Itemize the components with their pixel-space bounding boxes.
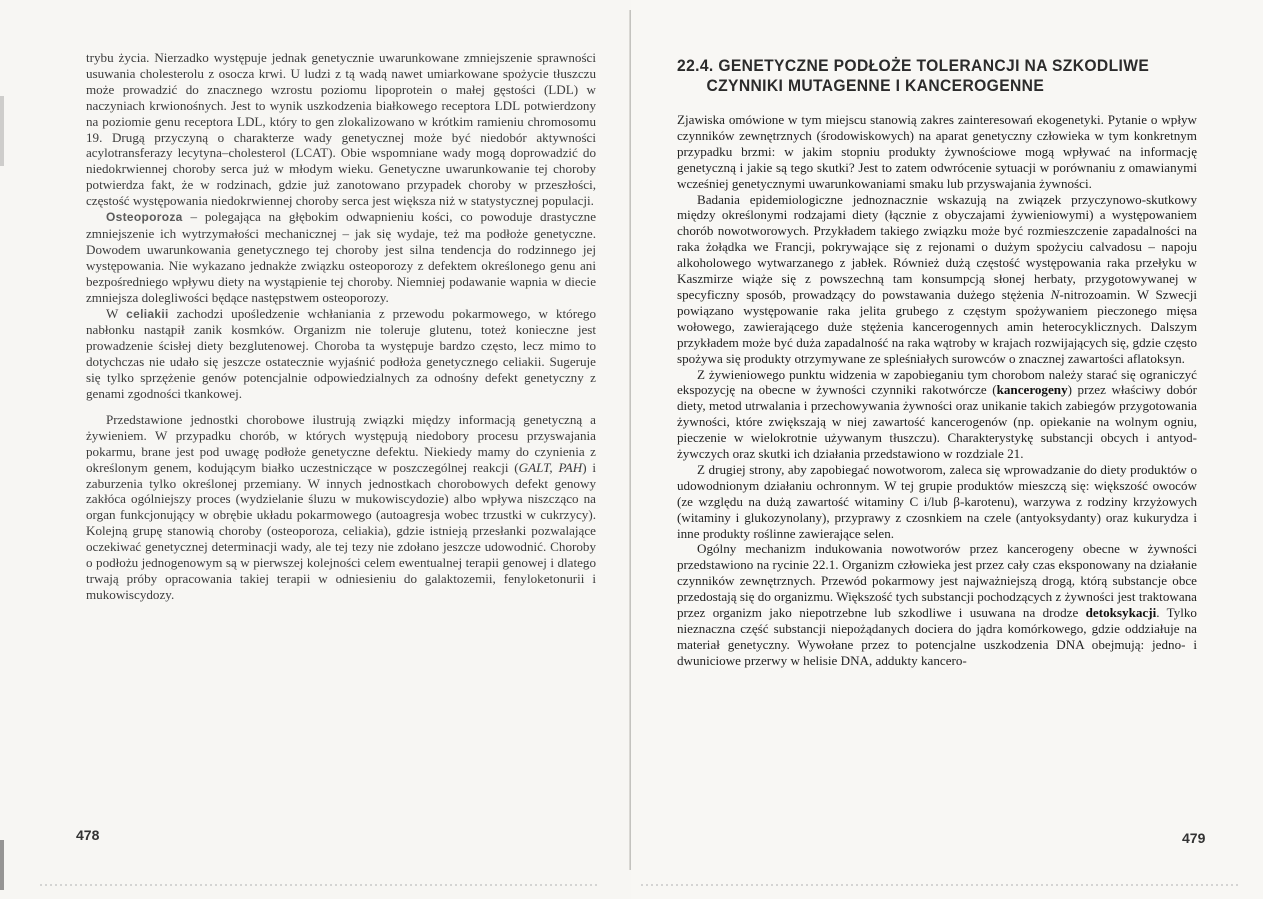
- paragraph-text: Badania epidemiologiczne jednoznacznie wskazują na związek przyczynowo-skutkowy między określonymi rodzajami diety (łącznie z obyczajami żywieniowymi) a występowaniem chorób nowotworowych. Przykładem takiego związku może być rozmieszczenie zapadalności na raka żołądka we Francji, pokrywające się z rejonami o dużym spożyciu calvadosu – napoju alkoholowego wytwarzanego z jabłek. Również dużą częstość występowania raka przełyku w Kaszmirze wiąże się z powszechną tam konsumpcją słonej herbaty, przygotowywanej w specyficzny sposób, prowadzący do powstawania dużego stężenia: [677, 191, 1197, 302]
- right-page: [631, 0, 1263, 899]
- left-text-column: [86, 50, 596, 603]
- paragraph-text: ) przez właściwy dobór diety, metod utrwalania i przechowywania żywności oraz unikanie takich zabiegów przygotowania żywności, które zwiększają w niej zawartość kancerogenów (np. opiekanie na wolnym ogniu, pieczenie w wielokrotnie używanym tłuszczu). Charakterystykę substancji obcych i antyodżywczych oraz skutki ich działania przedstawiono w rozdziale 21.: [677, 382, 1198, 462]
- paragraph-mechanism: [677, 541, 1197, 668]
- paragraph-text: Z żywieniowego punktu widzenia w zapobieganiu tym chorobom należy starać się ograniczyć ekspozycję na obecne w żywności czynniki rakotwórcze (: [677, 366, 1197, 398]
- left-page: [0, 0, 631, 899]
- paragraph-continuation: trybu życia. Nierzadko występuje jednak genetycznie uwarunkowane zmniejszenie sprawności usuwania cholesterolu z osocza krwi. U ludzi z tą wadą nawet umiarkowane spożycie tłuszczu może prowadzić do znacznego wzrostu poziomu lipoprotein o małej gęstości (LDL) w naczyniach krwionośnych. Jest to wynik uszkodzenia białkowego receptora LDL potwierdzony na poziomie genu receptora LDL, który to gen zlokalizowano w krótkim ramieniu chromosomu 19. Drugą przyczyną o charakterze wady genetycznej może być niedobór aktywności acylotransferazy lecytyna–cholesterol (LCAT). Obie wspomniane wady mogą doprowadzić do niedokrwiennej choroby serca już w młodym wieku. Genetyczne uwarunkowanie tej choroby potwierdza fakt, że w rodzinach, gdzie już zanotowano przypadek choroby w przeszłości, częstość występowania niedokrwiennej choroby serca jest większa niż w statystycznej populacji.: [86, 50, 596, 209]
- scan-edge-mark: [0, 96, 4, 166]
- scan-edge-mark: [0, 840, 4, 890]
- paragraph-text: – polegająca na głębokim odwapnieniu kości, co powoduje drastyczne zmniejszenie ich wytrzymałości mechanicznej – jak się wydaje, też ma podłoże genetyczne. Dowodem uwarunkowania genetycznego tej choroby jest silna tendencja do rodzinnego jej występowania. Nie wykazano jednakże związku osteoporozy z defektem określonego genu ani bezpośredniego wpływu diety na wystąpienie tej choroby. Niemniej podawanie wapnia w diecie zmniejsza dolegliwości będące następstwem osteoporozy.: [86, 209, 596, 305]
- paragraph-text: -nitrozoamin. W Szwecji powiązano występowanie raka jelita grubego z częstym spożywaniem pieczonego mięsa wołowego, zawierającego duże stężenia kancerogennych amin heterocyklicznych. Dalszym przykładem może być duża zapadalność na raka wątroby w krajach rozwijających się, gdzie często spożywa się produkty otrzymywane ze spleśniałych surowców o znacznej zawartości aflatoksyn.: [677, 286, 1197, 366]
- page-number-left: 478: [76, 827, 100, 843]
- term-kancerogeny: kancerogeny: [996, 382, 1068, 398]
- paragraph-summary: [86, 412, 596, 603]
- paragraph-text: Ogólny mechanizm indukowania nowotworów przez kancerogeny obecne w żywności przedstawiono na rycinie 22.1. Organizm człowieka jest przez cały czas eksponowany na działanie czynników zewnętrznych. Przewód pokarmowy jest najważniejszą drogą, którą substancje obce przedostają się do organizmu. Większość tych substancji pochodzących z żywności jest traktowana przez organizm jako niepotrzebne lub szkodliwe i usuwana na drodze: [677, 541, 1197, 621]
- paragraph-epidemiology: [677, 192, 1197, 367]
- italic-n: N: [1050, 286, 1060, 302]
- term-celiakia: celiakii: [126, 306, 169, 321]
- paragraph-text: Przedstawione jednostki chorobowe ilustrują związki między informacją genetyczną a żywieniem. W przypadku chorób, w których występują niedobory procesu przyswajania pokarmu, brane jest pod uwagę podłoże genetyczne defektu. Niekiedy mamy do czynienia z określonym genem, kodującym białko uczestniczące w poszczególnej reakcji (: [86, 411, 596, 475]
- paragraph-text: zachodzi upośledzenie wchłaniania z przewodu pokarmowego, w którego nabłonku nastąpił zanik kosmków. Organizm nie toleruje glutenu, toteż konieczne jest prowadzenie ścisłej diety bezglutenowej. Choroba ta występuje bardzo często, lecz mimo to dotychczas nie udało się jeszcze ostatecznie wyjaśnić podłoża genetycznego celiakii. Sugeruje się tylko sprzężenie genów potencjalnie odpowiedzialnych za odnośny defekt genetyczny z genami zgodności tkankowej.: [86, 305, 596, 402]
- section-heading-line-1: 22.4. GENETYCZNE PODŁOŻE TOLERANCJI NA SZKODLIWE: [677, 56, 1150, 75]
- paragraph-prefix: W: [106, 305, 127, 321]
- section-heading: [677, 56, 1174, 96]
- paragraph-protective-foods: Z drugiej strony, aby zapobiegać nowotworom, zaleca się wprowadzanie do diety produktów o udowodnionym działaniu ochronnym. W tej grupie produktów mieszczą się: większość owoców (ze względu na dużą zawartość witaminy C i/lub β-karotenu), warzywa z rodziny krzyżowych (witaminy i glukozynolany), przyprawy z czosnkiem na czele (antyoksydanty) oraz kukurydza i inne produkty roślinne zawierające selen.: [677, 461, 1197, 541]
- paragraph-celiakia: [86, 306, 596, 402]
- gene-names: GALT, PAH: [518, 459, 583, 475]
- term-osteoporoza: Osteoporoza: [106, 210, 183, 225]
- scan-noise: [40, 884, 600, 886]
- paragraph-text: . Tylko nieznaczna część substancji niepożądanych dociera do jądra komórkowego, gdzie oddziałuje na materiał genetyczny. Wywołane przez to potencjalne uszkodzenia DNA obejmują: jedno- i dwuniciowe przerwy w helisie DNA, addukty kancero-: [677, 605, 1197, 668]
- scan-noise: [641, 884, 1241, 886]
- paragraph-text: ) i zaburzenia tylko określonej przemiany. W innych jednostkach chorobowych defekt genowy zakłóca ogólniejszy proces (wydzielanie śluzu w mukowiscydozie) albo wpływa niszcząco na organ funkcjonujący w obrębie układu pokarmowego (autoagresja wobec trzustki w cukrzycy). Kolejną grupę stanowią choroby (osteoporoza, celiakia), gdzie istnieją przesłanki pozwalające oczekiwać genetycznej determinacji wady, ale tej tezy nie zdołano jeszcze udowodnić. Choroby o podłożu jednogenowym są w pierwszej kolejności celem ewentualnej terapii genowej i dlatego trwają próby opracowania takiej terapii w odniesieniu do galaktozemii, fenyloketonurii i mukowiscydozy.: [86, 459, 596, 602]
- paragraph-osteoporoza: [86, 209, 596, 305]
- term-detoksykacja: detoksykacji: [1085, 605, 1157, 621]
- page-number-right: 479: [1182, 830, 1206, 846]
- section-heading-line-2: CZYNNIKI MUTAGENNE I KANCEROGENNE: [706, 76, 1045, 95]
- paragraph-intro: Zjawiska omówione w tym miejscu stanowią zakres zainteresowań ekogenetyki. Pytanie o wpływ czynników zewnętrznych (środowiskowych) na aparat genetyczny człowieka w tym konkretnym przypadku brzmi: w jakim stopniu produkty żywnościowe mogą wpływać na informację genetyczną i jakie są tego skutki? Jest to zatem odwrócenie sytuacji w porównaniu z omawianymi wcześniej genetycznymi uwarunkowaniami smaku lub przyswajania żywności.: [677, 112, 1197, 191]
- right-text-column: [677, 112, 1197, 669]
- paragraph-prevention: [677, 367, 1197, 462]
